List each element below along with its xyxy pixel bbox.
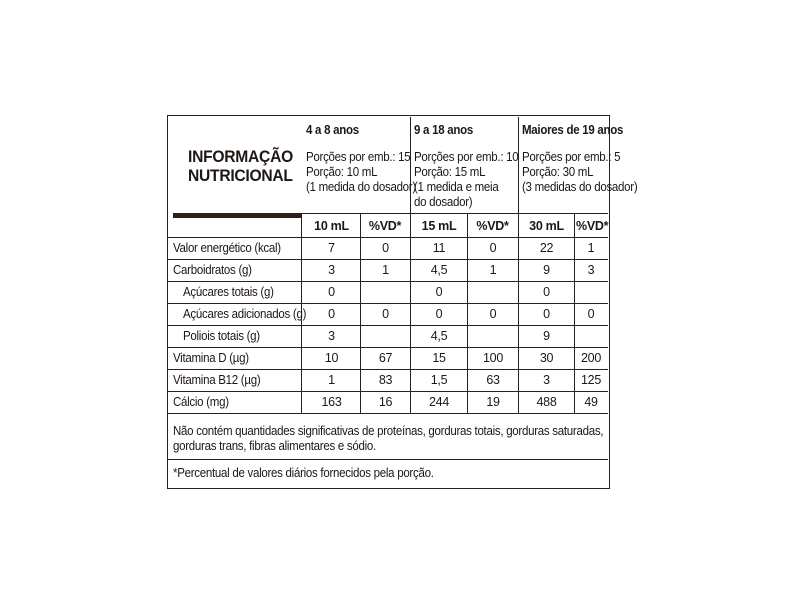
row-rule xyxy=(168,325,608,326)
nutrient-label: Valor energético (kcal) xyxy=(173,241,281,255)
col-header-vd-3: %VD* xyxy=(576,219,609,233)
nutrient-value: 100 xyxy=(483,351,503,365)
nutrient-value: 3 xyxy=(328,329,335,343)
title-line-1: INFORMAÇÃO xyxy=(188,147,293,166)
serving-line: Porção: 30 mL xyxy=(522,165,594,179)
row-rule xyxy=(168,259,608,260)
nutrient-value: 49 xyxy=(584,395,598,409)
serving-line: Porções por emb.: 5 xyxy=(522,150,621,164)
nutrient-value: 3 xyxy=(328,263,335,277)
serving-line: Porção: 15 mL xyxy=(414,165,486,179)
col-header-vd-1: %VD* xyxy=(368,219,402,233)
serving-line: Porções por emb.: 15 xyxy=(306,150,411,164)
nutrient-value: 10 xyxy=(324,351,339,365)
nutrient-value: 0 xyxy=(328,285,335,299)
nutrient-value: 1 xyxy=(382,263,389,277)
nutrient-label: Vitamina B12 (µg) xyxy=(173,373,261,387)
nutrient-value: 15 xyxy=(432,351,446,365)
nutrient-value: 63 xyxy=(486,373,500,387)
serving-line: Porção: 10 mL xyxy=(306,165,378,179)
nutrient-value: 0 xyxy=(543,307,550,321)
serving-info-9-18 xyxy=(414,150,518,210)
nutrient-value: 9 xyxy=(543,263,550,277)
nutrient-value: 0 xyxy=(382,241,389,255)
nutrient-label: Açúcares totais (g) xyxy=(183,285,274,299)
nutrient-label: Carboidratos (g) xyxy=(173,263,252,277)
nutrient-value: 16 xyxy=(378,395,393,409)
serving-line: do dosador) xyxy=(414,195,473,209)
title-thick-rule xyxy=(173,213,301,218)
footnote xyxy=(173,424,603,454)
row-rule xyxy=(168,369,608,370)
nutrient-value: 200 xyxy=(581,351,601,365)
nutrient-value: 163 xyxy=(321,395,342,409)
nutrient-value: 0 xyxy=(382,307,389,321)
row-rule xyxy=(168,413,608,414)
nutrient-value: 0 xyxy=(435,307,443,321)
col-header-vd-2: %VD* xyxy=(476,219,509,233)
nutrient-value: 4,5 xyxy=(430,263,448,277)
group-header-4-8: 4 a 8 anos xyxy=(306,123,359,137)
col-header-amount-1: 10 mL xyxy=(314,219,349,233)
nutrient-value: 0 xyxy=(489,241,497,255)
nutrient-label: Açúcares adicionados (g) xyxy=(183,307,307,321)
nutrient-value: 488 xyxy=(536,395,557,409)
nutrient-value: 0 xyxy=(489,307,497,321)
col-header-amount-2: 15 mL xyxy=(421,219,457,233)
row-rule xyxy=(168,281,608,282)
title-line-2: NUTRICIONAL xyxy=(188,166,293,185)
nutrient-value: 3 xyxy=(587,263,595,277)
footnote-divider xyxy=(168,459,608,460)
nutrient-value: 1 xyxy=(489,263,497,277)
row-rule xyxy=(168,303,608,304)
nutrient-value: 1 xyxy=(328,373,335,387)
nutrient-value: 0 xyxy=(435,285,443,299)
serving-line: (1 medida do dosador) xyxy=(306,180,416,194)
nutrient-value: 125 xyxy=(581,373,601,387)
vd-note: *Percentual de valores diários fornecidos pela porção. xyxy=(173,466,434,480)
nutrient-value: 1 xyxy=(587,241,595,255)
nutrient-value: 83 xyxy=(378,373,393,387)
row-rule xyxy=(168,391,608,392)
nutrient-value: 19 xyxy=(486,395,500,409)
serving-info-19plus xyxy=(522,150,637,195)
table-title xyxy=(188,147,293,185)
footnote-line: gorduras trans, fibras alimentares e sódio. xyxy=(173,439,376,453)
nutrient-value: 0 xyxy=(543,285,550,299)
nutrient-value: 11 xyxy=(432,241,446,255)
serving-line: (1 medida e meia xyxy=(414,180,499,194)
nutrient-value: 1,5 xyxy=(430,373,448,387)
nutrient-value: 22 xyxy=(539,241,554,255)
group-header-9-18: 9 a 18 anos xyxy=(414,123,473,137)
nutrient-value: 3 xyxy=(543,373,550,387)
nutrient-value: 4,5 xyxy=(430,329,448,343)
nutrient-label: Vitamina D (µg) xyxy=(173,351,249,365)
footnote-line: Não contém quantidades significativas de proteínas, gorduras totais, gorduras saturadas, xyxy=(173,424,604,438)
nutrient-value: 9 xyxy=(543,329,550,343)
serving-info-4-8 xyxy=(306,150,416,195)
serving-line: Porções por emb.: 10 xyxy=(414,150,519,164)
nutrient-value: 0 xyxy=(587,307,595,321)
nutrient-value: 7 xyxy=(328,241,335,255)
nutrient-value: 67 xyxy=(378,351,393,365)
nutrient-value: 30 xyxy=(539,351,554,365)
column-header-top-rule xyxy=(301,213,608,214)
nutrient-value: 244 xyxy=(429,395,449,409)
nutrient-label: Cálcio (mg) xyxy=(173,395,229,409)
group-header-19plus: Maiores de 19 anos xyxy=(522,123,624,137)
nutrient-value: 0 xyxy=(328,307,335,321)
serving-line: (3 medidas do dosador) xyxy=(522,180,638,194)
row-rule xyxy=(168,347,608,348)
nutrient-label: Poliois totais (g) xyxy=(183,329,260,343)
body-top-rule xyxy=(168,237,608,238)
col-header-amount-3: 30 mL xyxy=(529,219,564,233)
